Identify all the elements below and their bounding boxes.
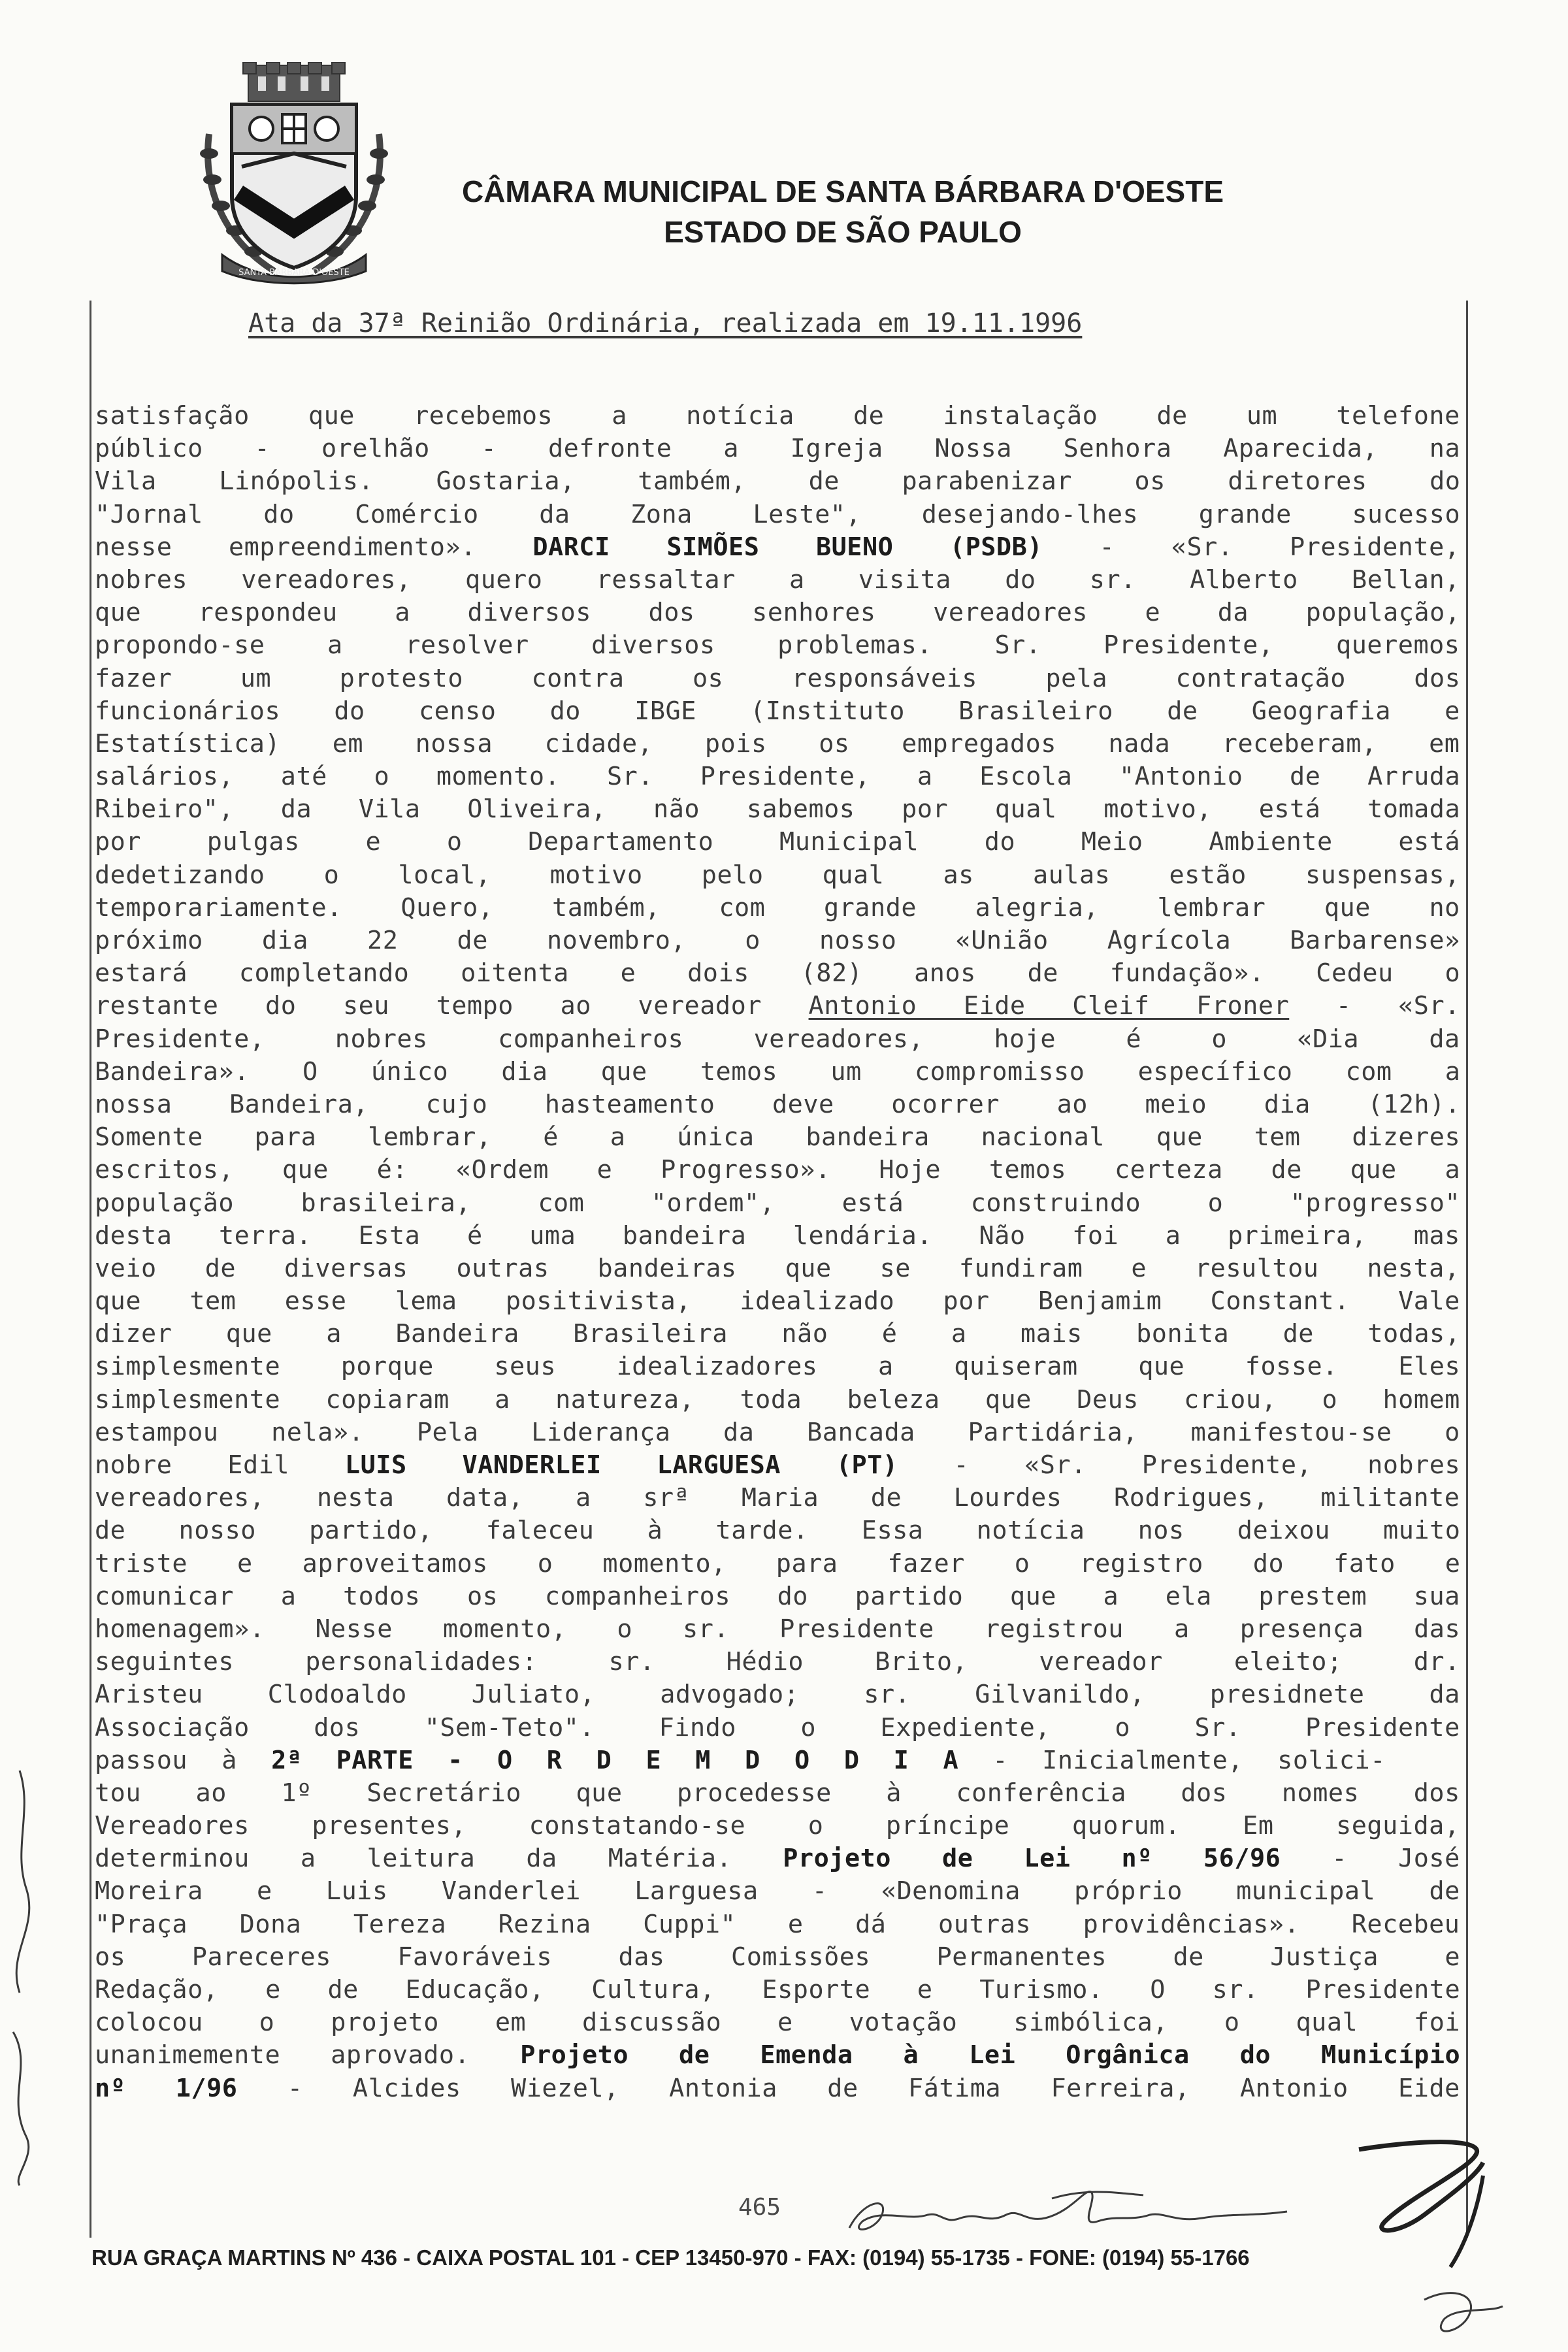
line-text: estampou nela». Pela Liderança da Bancada Partidária, manifestou-se o	[95, 1417, 1460, 1447]
line-text: Bandeira». O único dia que temos um compromisso específico com a	[95, 1056, 1460, 1086]
line-text: dizer que a Bandeira Brasileira não é a mais bonita de todas,	[95, 1319, 1460, 1349]
line-text: desta terra. Esta é uma bandeira lendária. Não foi a primeira, mas	[95, 1220, 1460, 1250]
line-text: Redação, e de Educação, Cultura, Esporte e Turismo. O sr. Presidente	[95, 1975, 1460, 2004]
minutes-line	[95, 695, 1460, 728]
line-text: população brasileira, com "ordem", está construindo o "progresso"	[95, 1188, 1460, 1218]
bold-name: Projeto de Emenda à Lei Orgânica do Município	[520, 2040, 1460, 2070]
minutes-line	[95, 2006, 1460, 2039]
minutes-line	[95, 1875, 1460, 1908]
minutes-line	[95, 1252, 1460, 1285]
line-text: - «Sr. Presidente,	[1042, 532, 1460, 562]
line-text: simplesmente copiaram a natureza, toda beleza que Deus criou, o homem	[95, 1384, 1460, 1414]
right-margin-rule	[1466, 301, 1468, 2238]
margin-initials-icon	[0, 1757, 46, 2189]
minutes-line	[95, 1121, 1460, 1154]
underlined-name: Antonio Eide Cleif Froner	[808, 991, 1290, 1021]
line-text: "Praça Dona Tereza Rezina Cuppi" e dá outras providências». Recebeu	[95, 1909, 1460, 1939]
minutes-line	[95, 433, 1460, 465]
minutes-line	[95, 859, 1460, 892]
state-name: ESTADO DE SÃO PAULO	[664, 215, 1022, 249]
minutes-line	[95, 1744, 1460, 1777]
minutes-line	[95, 1088, 1460, 1121]
line-text: nossa Bandeira, cujo hasteamento deve ocorrer ao meio dia (12h).	[95, 1089, 1460, 1119]
line-text: temporariamente. Quero, também, com grande alegria, lembrar que no	[95, 892, 1460, 923]
line-text: - Inicialmente, solici-	[958, 1745, 1386, 1775]
coat-of-arms-icon	[196, 62, 392, 287]
minutes-line	[95, 1482, 1460, 1514]
line-text: Somente para lembrar, é a única bandeira nacional que tem dizeres	[95, 1122, 1460, 1152]
line-text: fazer um protesto contra os responsáveis pela contratação dos	[95, 663, 1460, 693]
line-text: Vila Linópolis. Gostaria, também, de parabenizar os diretores do	[95, 466, 1460, 497]
line-text: salários, até o momento. Sr. Presidente, a Escola "Antonio de Arruda	[95, 762, 1460, 792]
minutes-line	[95, 1056, 1460, 1088]
line-text: - Alcides Wiezel, Antonia de Fátima Ferreira, Antonio Eide	[237, 2073, 1460, 2103]
minutes-line	[95, 1187, 1460, 1220]
minutes-line	[95, 1285, 1460, 1318]
line-text: Vereadores presentes, constatando-se o príncipe quorum. Em seguida,	[95, 1811, 1460, 1841]
minutes-line	[95, 1810, 1460, 1842]
bold-name: LUIS VANDERLEI LARGUESA (PT)	[344, 1450, 898, 1480]
letterhead-footer: RUA GRAÇA MARTINS Nº 436 - CAIXA POSTAL 101 - CEP 13450-970 - FAX: (0194) 55-1735 - FONE: (0194) 55-1766	[91, 2246, 1250, 2270]
minutes-line	[95, 1678, 1460, 1711]
line-text: que respondeu a diversos dos senhores vereadores e da população,	[95, 598, 1460, 628]
minutes-line	[95, 924, 1460, 957]
minutes-line	[95, 990, 1460, 1022]
minutes-line	[95, 1974, 1460, 2006]
minutes-line	[95, 2039, 1460, 2072]
minutes-line	[95, 564, 1460, 596]
minutes-line	[95, 793, 1460, 826]
line-text: por pulgas e o Departamento Municipal do Meio Ambiente está	[95, 827, 1460, 857]
line-text: - «Sr.	[1289, 991, 1460, 1021]
minutes-line	[95, 2072, 1460, 2105]
line-text: nobres vereadores, quero ressaltar a visita do sr. Alberto Bellan,	[95, 564, 1460, 595]
minutes-line	[95, 957, 1460, 990]
line-text: Ribeiro", da Vila Oliveira, não sabemos por qual motivo, está tomada	[95, 794, 1460, 825]
minutes-line	[95, 400, 1460, 433]
minutes-line	[95, 892, 1460, 924]
line-text: os Pareceres Favoráveis das Comissões Permanentes de Justiça e	[95, 1942, 1460, 1972]
minutes-line	[95, 1548, 1460, 1580]
line-text: satisfação que recebemos a notícia de instalação de um telefone	[95, 401, 1460, 431]
minutes-line	[95, 1449, 1460, 1482]
minutes-line	[95, 1712, 1460, 1744]
minutes-line	[95, 1318, 1460, 1350]
minutes-line	[95, 531, 1460, 564]
bold-name: DARCI SIMÕES BUENO (PSDB)	[532, 532, 1043, 562]
page-number: 465	[738, 2194, 781, 2221]
minutes-line	[95, 1941, 1460, 1974]
minutes-line	[95, 1416, 1460, 1449]
bold-name: nº 1/96	[95, 2073, 238, 2103]
line-text: homenagem». Nesse momento, o sr. Presidente registrou a presença das	[95, 1614, 1460, 1644]
left-margin-rule	[90, 301, 91, 2238]
bold-name: 2ª PARTE - O R D E M D O D I A	[271, 1745, 959, 1775]
line-text: que tem esse lema positivista, idealizado por Benjamim Constant. Vale	[95, 1286, 1460, 1316]
line-text: vereadores, nesta data, a srª Maria de Lourdes Rodrigues, militante	[95, 1483, 1460, 1513]
line-text: - «Sr. Presidente, nobres	[898, 1450, 1460, 1480]
minutes-line	[95, 1613, 1460, 1646]
bold-name: Projeto de Lei nº 56/96	[783, 1844, 1281, 1874]
line-text: público - orelhão - defronte a Igreja Nossa Senhora Aparecida, na	[95, 434, 1460, 464]
minutes-heading: Ata da 37ª Reinião Ordinária, realizada em 19.11.1996	[248, 308, 1083, 338]
line-text: passou à	[95, 1745, 272, 1775]
minutes-line	[95, 1580, 1460, 1613]
minutes-line	[95, 1384, 1460, 1416]
line-text: próximo dia 22 de novembro, o nosso «União Agrícola Barbarense»	[95, 926, 1460, 955]
line-text: simplesmente porque seus idealizadores a quiseram que fosse. Eles	[95, 1352, 1460, 1382]
crest-band-text: SANTA BÁRBARA D'OESTE	[238, 268, 350, 278]
line-text: comunicar a todos os companheiros do partido que a ela prestem sua	[95, 1581, 1460, 1611]
line-text: Presidente, nobres companheiros vereadores, hoje é o «Dia da	[95, 1024, 1460, 1054]
minutes-line	[95, 826, 1460, 858]
handwritten-signature-icon	[836, 2176, 1307, 2247]
minutes-line	[95, 1023, 1460, 1056]
minutes-line	[95, 1777, 1460, 1810]
line-text: Estatística) em nossa cidade, pois os empregados nada receberam, em	[95, 728, 1460, 759]
line-text: tou ao 1º Secretário que procedesse à conferência dos nomes dos	[95, 1778, 1460, 1808]
minutes-line	[95, 1646, 1460, 1678]
line-text: "Jornal do Comércio da Zona Leste", desejando-lhes grande sucesso	[95, 499, 1460, 529]
line-text: Associação dos "Sem-Teto". Findo o Expediente, o Sr. Presidente	[95, 1712, 1460, 1742]
line-text: nesse empreendimento».	[95, 532, 533, 562]
minutes-line	[95, 662, 1460, 695]
line-text: dedetizando o local, motivo pelo qual as aulas estão suspensas,	[95, 860, 1460, 890]
minutes-line	[95, 1842, 1460, 1875]
minutes-line	[95, 1350, 1460, 1383]
line-text: restante do seu tempo ao vereador	[95, 991, 809, 1021]
line-text: escritos, que é: «Ordem e Progresso». Hoje temos certeza de que a	[95, 1155, 1460, 1185]
line-text: de nosso partido, faleceu à tarde. Essa notícia nos deixou muito	[95, 1516, 1460, 1546]
minutes-line	[95, 760, 1460, 793]
minutes-line	[95, 498, 1460, 531]
line-text: estará completando oitenta e dois (82) anos de fundação». Cedeu o	[95, 958, 1460, 988]
line-text: funcionários do censo do IBGE (Instituto Brasileiro de Geografia e	[95, 696, 1460, 726]
minutes-line	[95, 596, 1460, 629]
line-text: veio de diversas outras bandeiras que se fundiram e resultou nesta,	[95, 1253, 1460, 1283]
line-text: determinou a leitura da Matéria.	[95, 1844, 783, 1874]
line-text: unanimemente aprovado.	[95, 2040, 521, 2070]
handwritten-initials-icon	[1346, 2136, 1516, 2352]
minutes-line	[95, 1908, 1460, 1941]
line-text: seguintes personalidades: sr. Hédio Brito, vereador eleito; dr.	[95, 1647, 1460, 1677]
institution-name: CÂMARA MUNICIPAL DE SANTA BÁRBARA D'OESTE	[461, 174, 1224, 208]
minutes-body	[95, 400, 1460, 2105]
line-text: colocou o projeto em discussão e votação simbólica, o qual foi	[95, 2008, 1460, 2038]
minutes-line	[95, 465, 1460, 498]
minutes-line	[95, 728, 1460, 760]
minutes-line	[95, 629, 1460, 662]
line-text: - José	[1281, 1844, 1460, 1874]
letterhead-title	[418, 171, 1267, 252]
line-text: nobre Edil	[95, 1450, 345, 1480]
line-text: Moreira e Luis Vanderlei Larguesa - «Denomina próprio municipal de	[95, 1876, 1460, 1906]
minutes-line	[95, 1220, 1460, 1252]
line-text: Aristeu Clodoaldo Juliato, advogado; sr. Gilvanildo, presidnete da	[95, 1680, 1460, 1710]
line-text: triste e aproveitamos o momento, para fazer o registro do fato e	[95, 1548, 1460, 1578]
minutes-line	[95, 1154, 1460, 1186]
minutes-line	[95, 1514, 1460, 1547]
line-text: propondo-se a resolver diversos problemas. Sr. Presidente, queremos	[95, 630, 1460, 661]
